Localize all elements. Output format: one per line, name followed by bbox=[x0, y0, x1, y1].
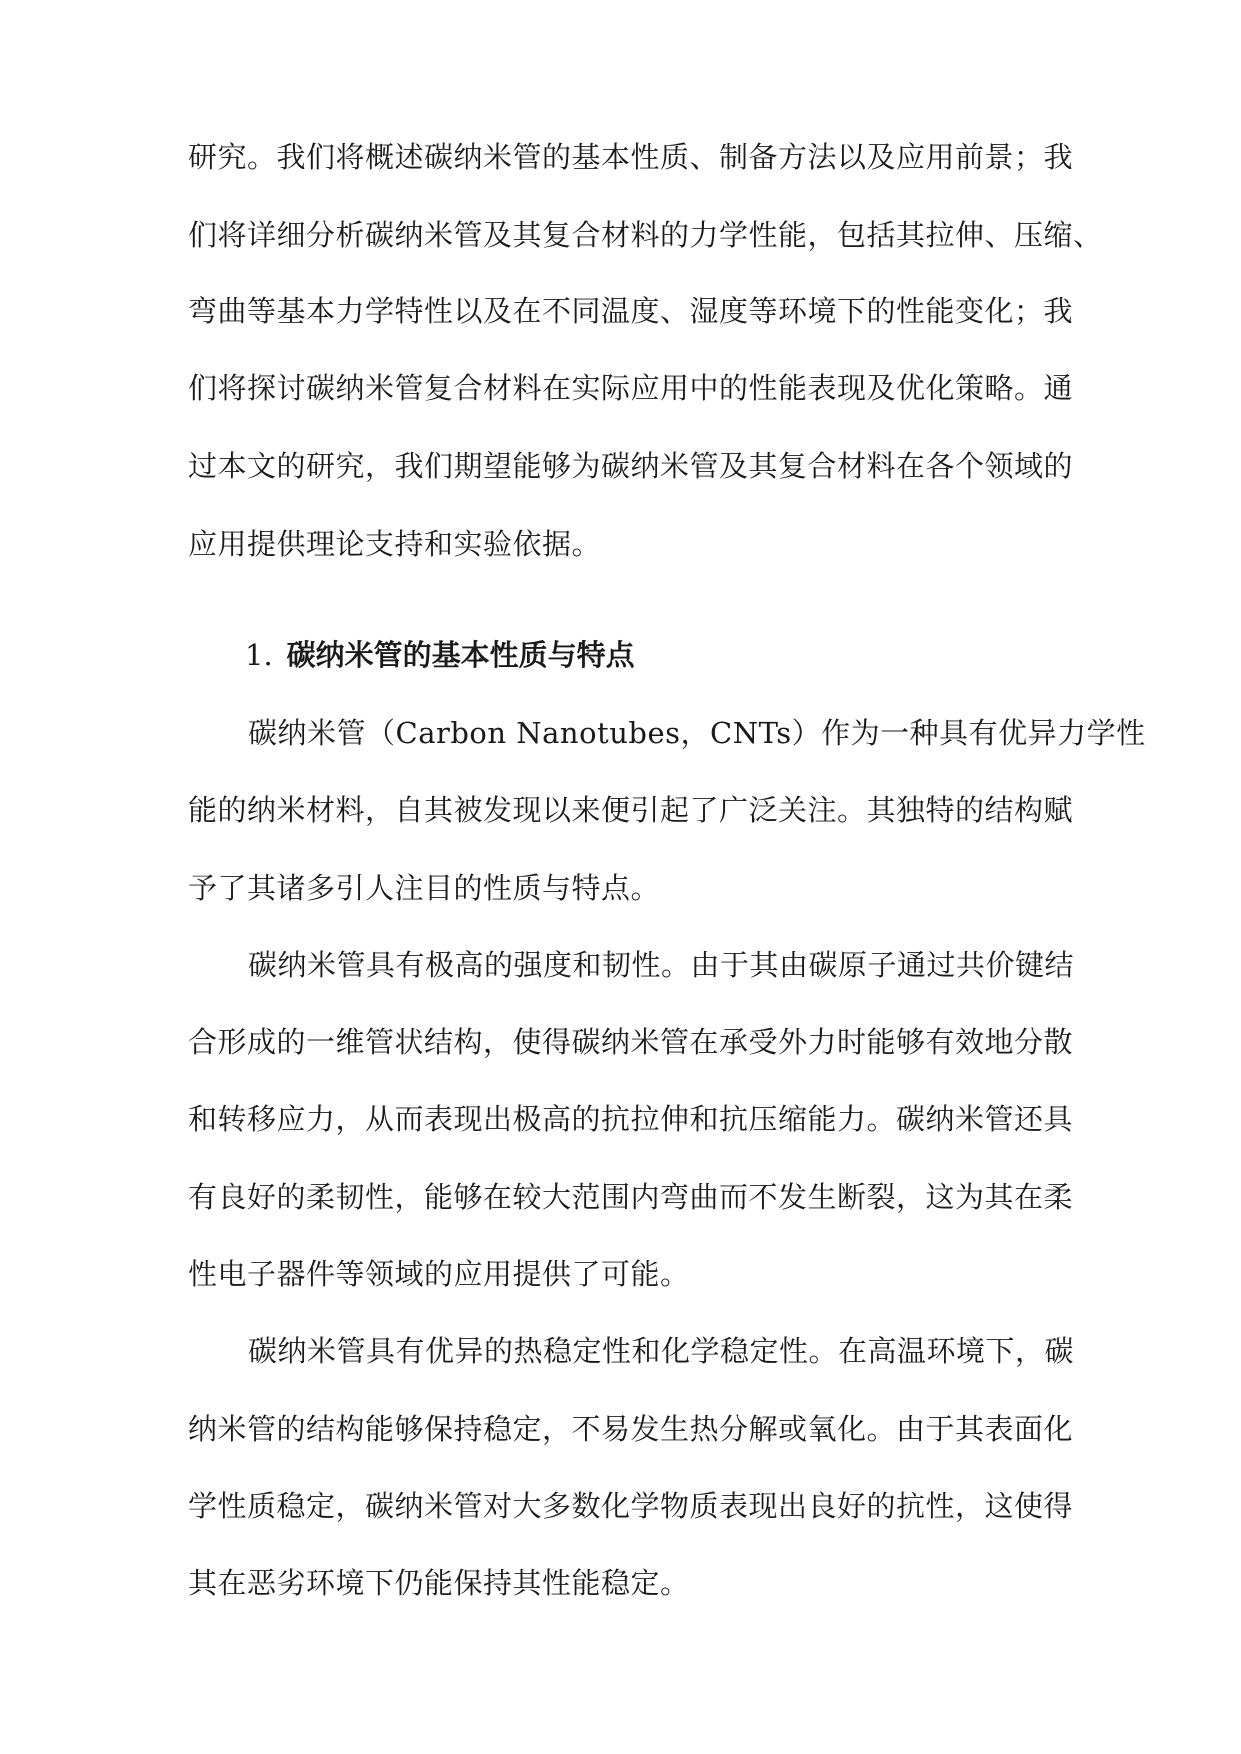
intro-line-1: 研究。我们将概述碳纳米管的基本性质、制备方法以及应用前景；我 bbox=[188, 140, 1074, 174]
paragraph3-line-2: 纳米管的结构能够保持稳定，不易发生热分解或氧化。由于其表面化 bbox=[188, 1412, 1074, 1446]
intro-line-4: 们将探讨碳纳米管复合材料在实际应用中的性能表现及优化策略。通 bbox=[188, 371, 1074, 405]
section-number: 1. bbox=[245, 638, 273, 672]
paragraph3-line-3: 学性质稳定，碳纳米管对大多数化学物质表现出良好的抗性，这使得 bbox=[188, 1489, 1074, 1523]
intro-line-2: 们将详细分析碳纳米管及其复合材料的力学性能，包括其拉伸、压缩、 bbox=[188, 218, 1103, 252]
section-heading bbox=[245, 635, 635, 675]
paragraph1-line-3: 予了其诸多引人注目的性质与特点。 bbox=[188, 871, 661, 905]
paragraph1-line-1: 碳纳米管（Carbon Nanotubes，CNTs）作为一种具有优异力学性 bbox=[248, 716, 1146, 750]
paragraph2-line-3: 和转移应力，从而表现出极高的抗拉伸和抗压缩能力。碳纳米管还具 bbox=[188, 1102, 1074, 1136]
paragraph2-line-5: 性电子器件等领域的应用提供了可能。 bbox=[188, 1257, 690, 1291]
paragraph2-line-4: 有良好的柔韧性，能够在较大范围内弯曲而不发生断裂，这为其在柔 bbox=[188, 1180, 1074, 1214]
intro-line-5: 过本文的研究，我们期望能够为碳纳米管及其复合材料在各个领域的 bbox=[188, 449, 1074, 483]
paragraph1-line-2: 能的纳米材料，自其被发现以来便引起了广泛关注。其独特的结构赋 bbox=[188, 793, 1074, 827]
intro-line-6: 应用提供理论支持和实验依据。 bbox=[188, 527, 602, 561]
intro-line-3: 弯曲等基本力学特性以及在不同温度、湿度等环境下的性能变化；我 bbox=[188, 294, 1074, 328]
paragraph3-line-1: 碳纳米管具有优异的热稳定性和化学稳定性。在高温环境下，碳 bbox=[248, 1334, 1075, 1368]
section-title: 碳纳米管的基本性质与特点 bbox=[286, 638, 635, 672]
paragraph2-line-1: 碳纳米管具有极高的强度和韧性。由于其由碳原子通过共价键结 bbox=[248, 948, 1075, 982]
paragraph2-line-2: 合形成的一维管状结构，使得碳纳米管在承受外力时能够有效地分散 bbox=[188, 1025, 1074, 1059]
paragraph3-line-4: 其在恶劣环境下仍能保持其性能稳定。 bbox=[188, 1566, 690, 1600]
